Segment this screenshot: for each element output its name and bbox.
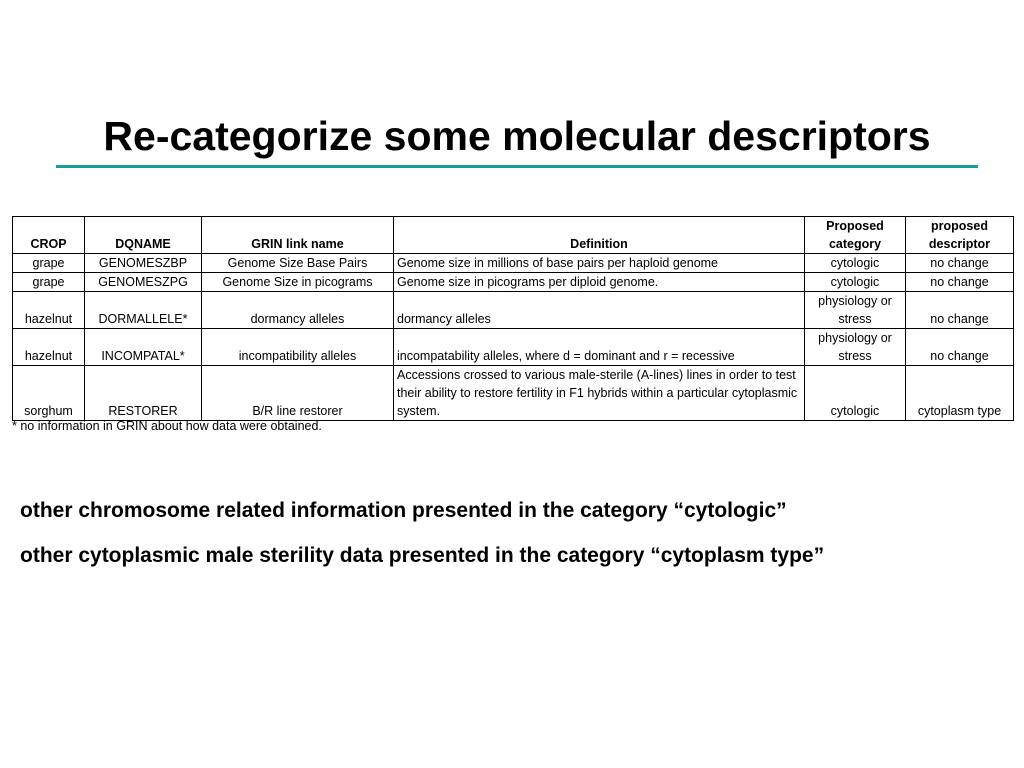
cell-proposed-category: cytologic bbox=[805, 273, 906, 292]
header-proposed-descriptor: proposed descriptor bbox=[906, 217, 1014, 254]
cell-grin-link-name: Genome Size Base Pairs bbox=[202, 254, 394, 273]
cell-crop: hazelnut bbox=[13, 329, 85, 366]
cell-proposed-descriptor: cytoplasm type bbox=[906, 366, 1014, 421]
header-crop: CROP bbox=[13, 217, 85, 254]
cell-dqname: GENOMESZPG bbox=[85, 273, 202, 292]
table-header bbox=[13, 217, 1014, 254]
table-footnote: * no information in GRIN about how data were obtained. bbox=[12, 419, 322, 433]
cell-dqname: DORMALLELE* bbox=[85, 292, 202, 329]
header-proposed-category: Proposed category bbox=[805, 217, 906, 254]
cell-grin-link-name: Genome Size in picograms bbox=[202, 273, 394, 292]
title-underline bbox=[56, 165, 978, 168]
note-cytoplasm-type: other cytoplasmic male sterility data presented in the category “cytoplasm type” bbox=[20, 544, 825, 567]
cell-dqname: GENOMESZBP bbox=[85, 254, 202, 273]
cell-crop: sorghum bbox=[13, 366, 85, 421]
cell-dqname: RESTORER bbox=[85, 366, 202, 421]
table-row bbox=[13, 254, 1014, 273]
note-cytologic: other chromosome related information presented in the category “cytologic” bbox=[20, 499, 787, 522]
table-row bbox=[13, 366, 1014, 421]
table-header-row bbox=[13, 217, 1014, 254]
cell-definition: incompatability alleles, where d = dominant and r = recessive bbox=[394, 329, 805, 366]
cell-proposed-category: physiology or stress bbox=[805, 329, 906, 366]
cell-definition: Genome size in picograms per diploid genome. bbox=[394, 273, 805, 292]
table-row bbox=[13, 292, 1014, 329]
cell-proposed-category: physiology or stress bbox=[805, 292, 906, 329]
cell-grin-link-name: incompatibility alleles bbox=[202, 329, 394, 366]
cell-proposed-descriptor: no change bbox=[906, 329, 1014, 366]
cell-grin-link-name: B/R line restorer bbox=[202, 366, 394, 421]
cell-crop: hazelnut bbox=[13, 292, 85, 329]
table-row bbox=[13, 329, 1014, 366]
header-definition: Definition bbox=[394, 217, 805, 254]
descriptor-table bbox=[12, 216, 1014, 421]
cell-definition: dormancy alleles bbox=[394, 292, 805, 329]
cell-proposed-descriptor: no change bbox=[906, 273, 1014, 292]
cell-proposed-category: cytologic bbox=[805, 366, 906, 421]
cell-proposed-descriptor: no change bbox=[906, 254, 1014, 273]
cell-proposed-descriptor: no change bbox=[906, 292, 1014, 329]
slide-title: Re-categorize some molecular descriptors bbox=[103, 113, 931, 159]
cell-crop: grape bbox=[13, 254, 85, 273]
header-grin-link-name: GRIN link name bbox=[202, 217, 394, 254]
cell-definition: Accessions crossed to various male-sterile (A-lines) lines in order to test their ability to restore fertility in F1 hybrids within a particular cytoplasmic system. bbox=[394, 366, 805, 421]
table-row bbox=[13, 273, 1014, 292]
header-dqname: DQNAME bbox=[85, 217, 202, 254]
table-body bbox=[13, 254, 1014, 421]
cell-proposed-category: cytologic bbox=[805, 254, 906, 273]
cell-definition: Genome size in millions of base pairs per haploid genome bbox=[394, 254, 805, 273]
cell-grin-link-name: dormancy alleles bbox=[202, 292, 394, 329]
cell-dqname: INCOMPATAL* bbox=[85, 329, 202, 366]
cell-crop: grape bbox=[13, 273, 85, 292]
